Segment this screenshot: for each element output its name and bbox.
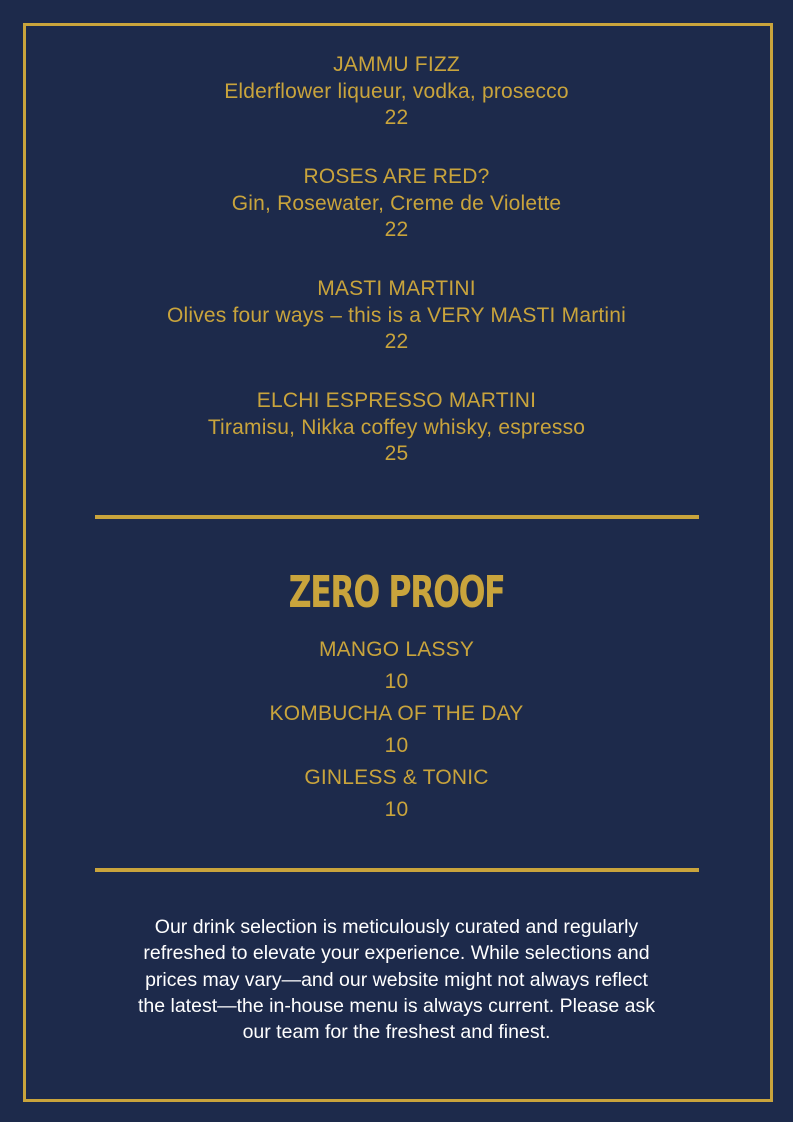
drink-name: GINLESS & TONIC bbox=[304, 766, 489, 789]
drink-price: 10 bbox=[384, 798, 409, 821]
cocktail-list bbox=[0, 51, 793, 499]
drink-name: ROSES ARE RED? bbox=[303, 165, 490, 188]
list-item bbox=[0, 387, 793, 499]
drink-description: Olives four ways – this is a VERY MASTI Martini bbox=[166, 304, 627, 327]
drink-price: 25 bbox=[384, 442, 409, 465]
drink-price: 22 bbox=[384, 330, 409, 353]
zero-proof-list bbox=[0, 634, 793, 826]
list-item bbox=[0, 163, 793, 275]
list-item bbox=[0, 275, 793, 387]
list-item bbox=[0, 634, 793, 698]
drink-price: 22 bbox=[384, 106, 409, 129]
drink-name: KOMBUCHA OF THE DAY bbox=[269, 702, 524, 725]
drink-name: MANGO LASSY bbox=[318, 638, 475, 661]
list-item bbox=[0, 698, 793, 762]
drink-description: Gin, Rosewater, Creme de Violette bbox=[231, 192, 562, 215]
drink-description: Elderflower liqueur, vodka, prosecco bbox=[224, 80, 569, 103]
list-item bbox=[0, 762, 793, 826]
drink-name: JAMMU FIZZ bbox=[333, 53, 460, 76]
footer-note: Our drink selection is meticulously curated and regularly refreshed to elevate your experience. While selections and prices may vary—and our website might not always reflect the latest—the in-house menu is always current. Please ask our team for the freshest and finest. bbox=[137, 916, 655, 1044]
drink-description: Tiramisu, Nikka coffey whisky, espresso bbox=[207, 416, 586, 439]
drink-price: 10 bbox=[384, 734, 409, 757]
drink-price: 22 bbox=[384, 218, 409, 241]
drink-name: ELCHI ESPRESSO MARTINI bbox=[256, 389, 537, 412]
list-item bbox=[0, 51, 793, 163]
section-divider bbox=[95, 515, 699, 519]
drink-name: MASTI MARTINI bbox=[317, 277, 476, 300]
drink-price: 10 bbox=[384, 670, 409, 693]
section-title: ZERO PROOF bbox=[288, 567, 505, 618]
section-divider bbox=[95, 868, 699, 872]
